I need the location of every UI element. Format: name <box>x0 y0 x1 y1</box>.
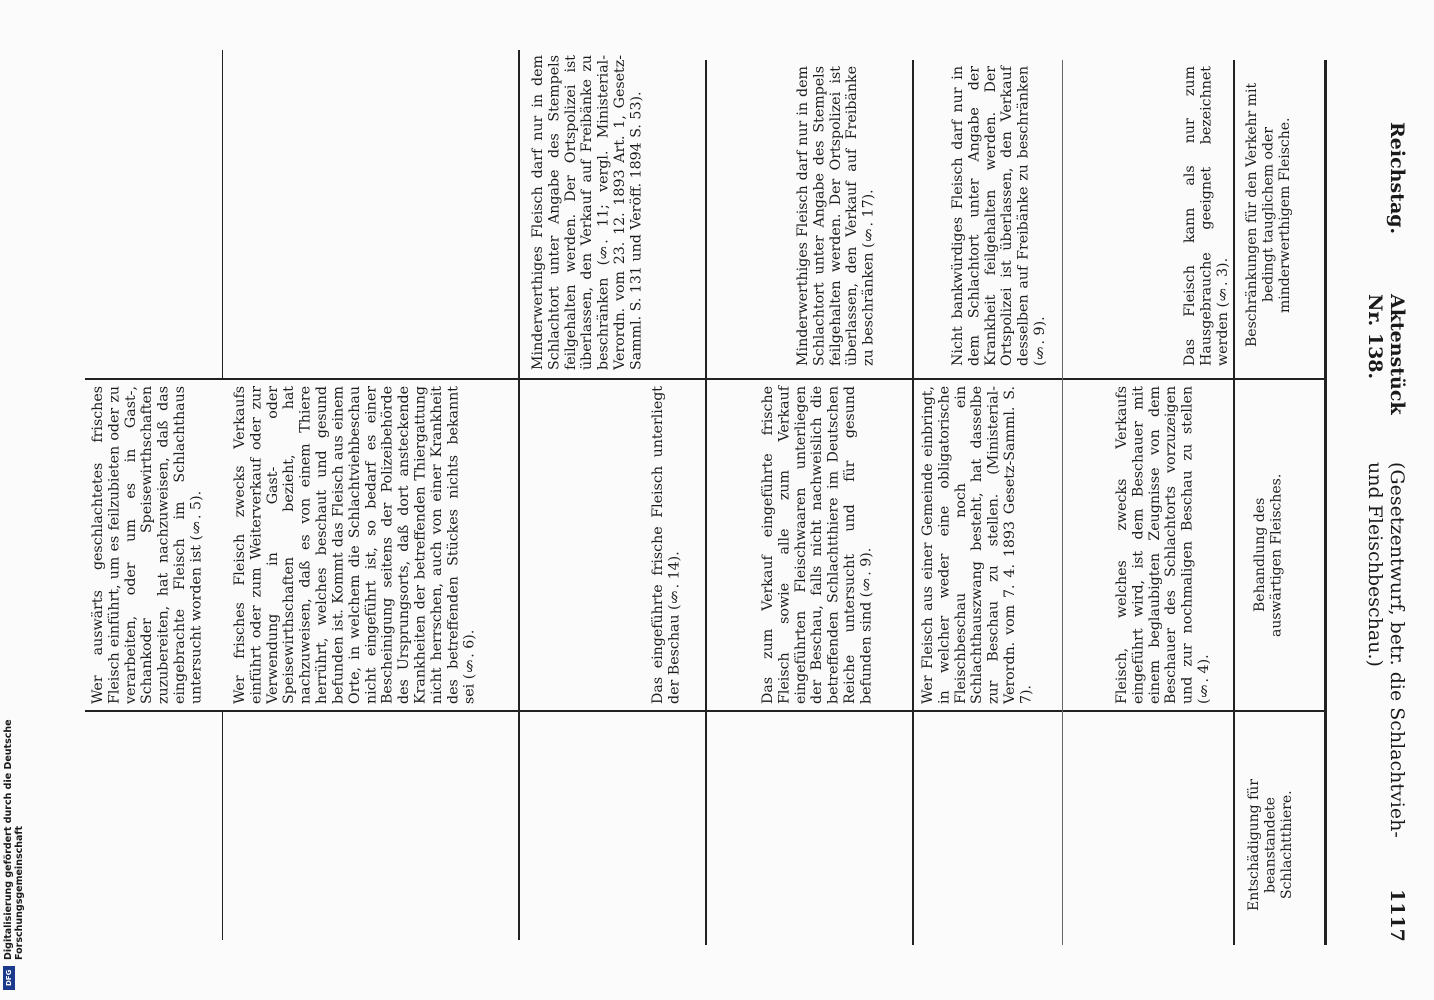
digitization-credit: Digitalisierung gefördert durch die Deutsche Forschungsgemeinschaft <box>3 719 25 960</box>
column-heading-restrictions: Beschränkungen für den Verkehr mit bedingt tauglichem oder minderwerthigem Fleische. <box>1244 82 1293 348</box>
row-6-foreign-meat: Wer auswärts geschlachtetes frisches Fleisch einführt, um es feilzubieten oder zu verarbeiten, oder um es in Gast-, Schankoder Speisewirthschaften zuzubereiten, hat nachzuweisen, daß das eingebrachte Fleisch im Schlachthaus untersucht worden ist (§. 5). <box>90 386 205 704</box>
col-rule-1 <box>520 378 1326 380</box>
table-top-rule <box>1324 60 1327 945</box>
dfg-logo: DFG <box>3 966 15 990</box>
column-heading-foreign-meat: Behandlung des auswärtigen Fleisches. <box>1252 473 1285 637</box>
header-subtitle: (Gesetzentwurf, betr. die Schlachtvieh- und Fleischbeschau.) <box>1364 461 1408 838</box>
row-rule-1 <box>1062 60 1063 945</box>
row-3-restrictions: Minderwerthiges Fleisch darf nur in dem Schlachtort unter Angabe des Stempels feilgehalten werden. Der Ortspolizei ist überlassen, den Verkauf auf Freibänke zu beschränken (§. 17). <box>795 66 877 366</box>
row-1-restrictions: Das Fleisch kann als nur zum Hausgebrauche geeignet bezeichnet werden (§. 3). <box>1182 66 1231 366</box>
row-2-foreign-meat: Wer Fleisch aus einer Gemeinde einbringt, in welcher weder eine obligatorische Fleischbeschau noch ein Schlachthauszwang besteht, hat dasselbe zur Beschau zu stellen. (Ministerial-Verordn. vom 7. 4. 1893 Gesetz-Samml. S. 7). <box>920 386 1035 704</box>
row-rule-2 <box>912 60 914 945</box>
row-2-restrictions: Nicht bankwürdiges Fleisch darf nur in dem Schlachtort unter Angabe der Krankheit feilgehalten werden. Der Ortspolizei ist überlassen, den Verkauf desselben auf Freibänke zu beschränken (§. 9). <box>950 66 1049 366</box>
row-4-foreign-meat: Das eingeführte frische Fleisch unterliegt der Beschau (§. 14). <box>650 386 683 704</box>
row-4-restrictions: Minderwerthiges Fleisch darf nur in dem Schlachtort unter Angabe des Stempels feilgehalten werden. Der Ortspolizei ist überlassen, den Verkauf auf Freibänke zu beschränken (§. 11; vergl. Ministerial-Verordn. vom 23. 12. 1893 Art. 1, Gesetz-Samml. S. 131 und Veröff. 1894 S. 53). <box>530 55 645 370</box>
page-header <box>1364 122 1408 942</box>
row-3-foreign-meat: Das zum Verkauf eingeführte frische Fleisch sowie alle zum Verkauf eingeführten Fleischwaaren unterliegen der Beschau, falls nicht nachweislich die betreffenden Schlachtthiere im Deutschen Reiche untersucht und für gesund befunden sind (§. 9). <box>760 386 875 704</box>
row-1-foreign-meat: Fleisch, welches zwecks Verkaufs eingeführt wird, ist dem Beschauer mit einem beglaubigten Zeugnisse von dem Beschauer des Schlachtorts vorzuzeigen und zur nochmaligen Beschau zu stellen (§. 4). <box>1114 386 1213 704</box>
row-rule-4 <box>518 50 520 940</box>
header-bottom-rule <box>1233 60 1235 945</box>
row-rule-3 <box>705 60 707 945</box>
header-left: Reichstag. <box>1386 122 1408 235</box>
page-number: 1117 <box>1386 889 1408 942</box>
header-title: Aktenstück Nr. 138. <box>1364 294 1408 415</box>
row-5-foreign-meat: Wer frisches Fleisch zwecks Verkaufs einführt oder zum Weiterverkauf oder zur Verwendung in Gast- oder Speisewirthschaften bezieht, hat nachzuweisen, daß es von einem Thiere herrührt, welches beschaut und gesund befunden ist. Kommt das Fleisch aus einem Orte, in welchem die Schlachtviehbeschau nicht eingeführt ist, so bedarf es einer Bescheinigung seitens der Polizeibehörde des Ursprungsorts, daß dort ansteckende Krankheiten der betreffenden Thiergattung nicht herrschen, auch von einer Krankheit des betreffenden Stückes nichts bekannt sei (§. 6). <box>232 386 478 704</box>
row-rule-5 <box>222 50 223 380</box>
column-heading-compensation: Entschädigung für beanstandete Schlachtthiere. <box>1246 779 1295 911</box>
col-rule-2b <box>85 378 520 380</box>
row-rule-5b <box>222 710 223 940</box>
